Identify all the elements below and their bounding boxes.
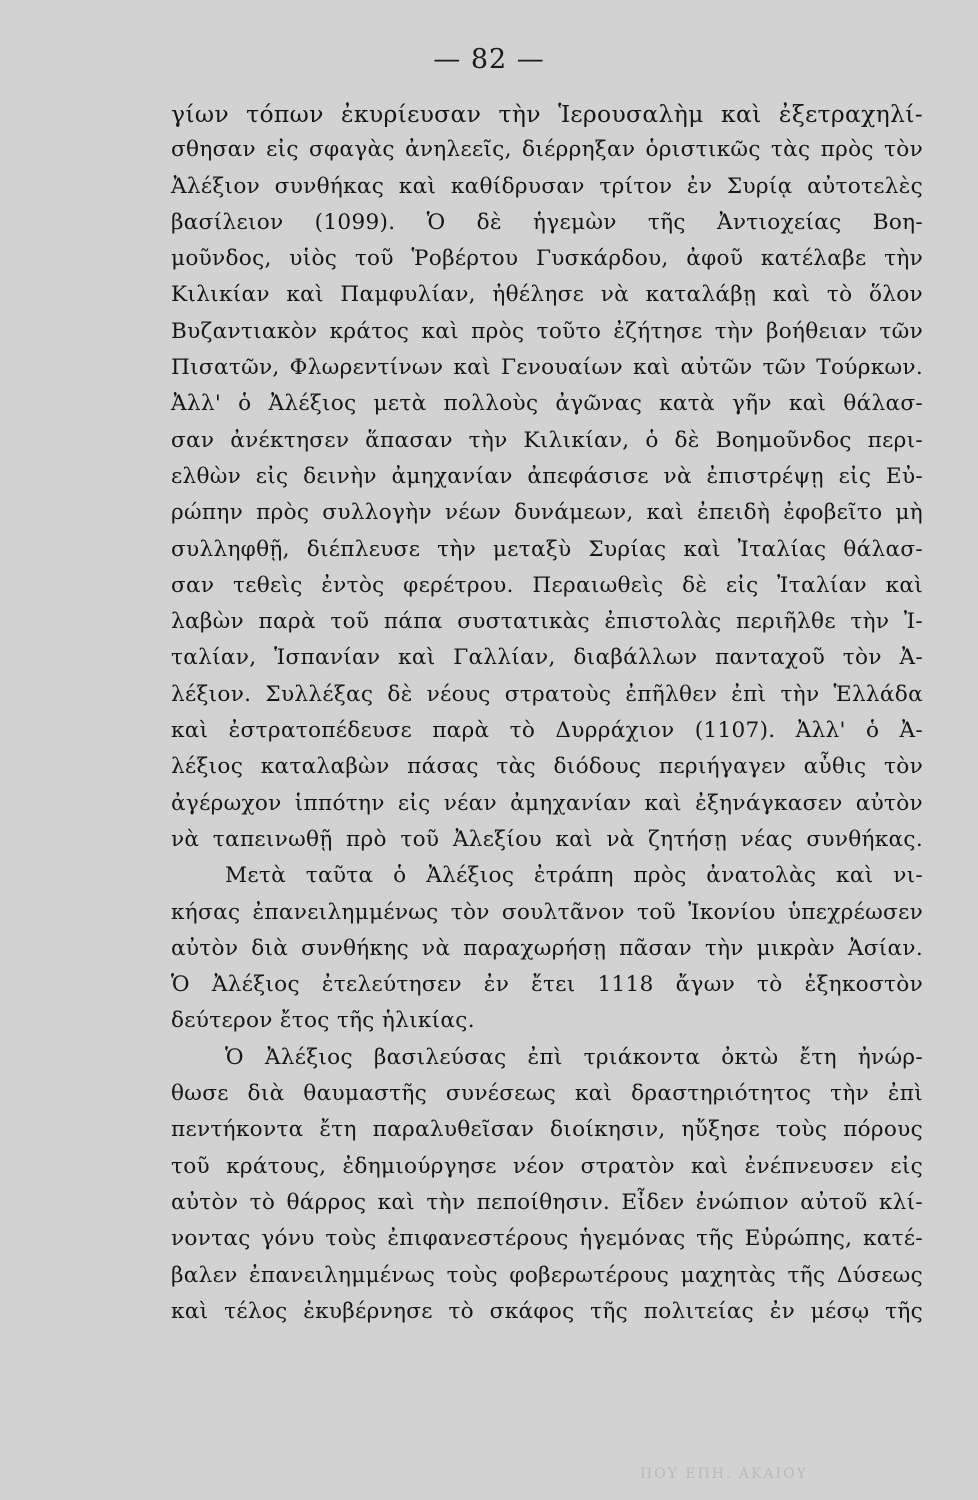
text-line: Μετὰ ταῦτα ὁ Ἀλέξιος ἐτράπη πρὸς ἀνατολὰς καὶ νι- — [225, 863, 923, 889]
text-line: κήσας ἐπανειλημμένως τὸν σουλτᾶνον τοῦ Ἰκονίου ὑπεχρέωσεν — [171, 899, 923, 925]
text-line: αὐτὸν τὸ θάρρος καὶ τὴν πεποίθησιν. Εἶδεν ἐνώπιον αὐτοῦ κλί- — [171, 1189, 923, 1215]
text-line: καὶ τέλος ἐκυβέρνησε τὸ σκάφος τῆς πολιτείας ἐν μέσῳ τῆς — [171, 1298, 923, 1324]
text-line: Ἀλλ' ὁ Ἀλέξιος μετὰ πολλοὺς ἀγῶνας κατὰ γῆν καὶ θάλασ- — [171, 391, 923, 417]
text-line: λέξιον. Συλλέξας δὲ νέους στρατοὺς ἐπῆλθεν ἐπὶ τὴν Ἑλλάδα — [171, 681, 923, 707]
text-line: λέξιος καταλαβὼν πάσας τὰς διόδους περιήγαγεν αὖθις τὸν — [171, 754, 923, 780]
text-line: ταλίαν, Ἱσπανίαν καὶ Γαλλίαν, διαβάλλων πανταχοῦ τὸν Ἀ- — [171, 645, 923, 671]
text-line: Ὁ Ἀλέξιος ἐτελεύτησεν ἐν ἔτει 1118 ἄγων τὸ ἑξηκοστὸν — [171, 972, 923, 998]
text-line: συλληφθῇ, διέπλευσε τὴν μεταξὺ Συρίας καὶ Ἰταλίας θάλασ- — [171, 536, 923, 562]
text-line: Κιλικίαν καὶ Παμφυλίαν, ἠθέλησε νὰ καταλάβῃ καὶ τὸ ὅλον — [171, 282, 923, 308]
text-line: τοῦ κράτους, ἐδημιούργησε νέον στρατὸν καὶ ἐνέπνευσεν εἰς — [171, 1153, 923, 1179]
text-line: ἀγέρωχον ἱππότην εἰς νέαν ἀμηχανίαν καὶ ἐξηνάγκασεν αὐτὸν — [171, 790, 923, 816]
text-line: καὶ ἐστρατοπέδευσε παρὰ τὸ Δυρράχιον (1107). Ἀλλ' ὁ Ἀ- — [171, 718, 923, 744]
text-line: σαν ἀνέκτησεν ἅπασαν τὴν Κιλικίαν, ὁ δὲ Βοημοῦνδος περι- — [171, 427, 923, 453]
text-line: μοῦνδος, υἱὸς τοῦ Ῥοβέρτου Γυσκάρδου, ἀφοῦ κατέλαβε τὴν — [171, 246, 923, 272]
text-line: θωσε διὰ θαυμαστῆς συνέσεως καὶ δραστηριότητος τὴν ἐπὶ — [171, 1081, 923, 1107]
text-line: δεύτερον ἔτος τῆς ἡλικίας. — [171, 1008, 475, 1034]
text-line: πεντήκοντα ἔτη παραλυθεῖσαν διοίκησιν, ηὔξησε τοὺς πόρους — [171, 1117, 923, 1143]
text-line: αὐτὸν διὰ συνθήκης νὰ παραχωρήσῃ πᾶσαν τὴν μικρὰν Ἀσίαν. — [171, 935, 923, 961]
text-line: Πισατῶν, Φλωρεντίνων καὶ Γενουαίων καὶ αὐτῶν τῶν Τούρκων. — [171, 355, 923, 381]
text-line: λαβὼν παρὰ τοῦ πάπα συστατικὰς ἐπιστολὰς περιῆλθε τὴν Ἰ- — [171, 609, 923, 635]
text-line: ρώπην πρὸς συλλογὴν νέων δυνάμεων, καὶ ἐπειδὴ ἐφοβεῖτο μὴ — [171, 500, 923, 526]
text-line: γίων τόπων ἐκυρίευσαν τὴν Ἱερουσαλὴμ καὶ ἐξετραχηλί- — [171, 100, 923, 128]
text-line: Ὁ Ἀλέξιος βασιλεύσας ἐπὶ τριάκοντα ὀκτὼ ἔτη ἠνώρ- — [225, 1044, 923, 1070]
text-line: βαλεν ἐπανειλημμένως τοὺς φοβερωτέρους μαχητὰς τῆς Δύσεως — [171, 1262, 923, 1288]
text-line: νὰ ταπεινωθῇ πρὸ τοῦ Ἀλεξίου καὶ νὰ ζητήσῃ νέας συνθήκας. — [171, 826, 923, 852]
show-through-text: ΠΟΥ ΕΠΗ. ΑΚΑΙΟΥ — [640, 1466, 808, 1482]
text-line: Ἀλέξιον συνθήκας καὶ καθίδρυσαν τρίτον ἐν Συρίᾳ αὐτοτελὲς — [171, 173, 923, 199]
text-line: βασίλειον (1099). Ὁ δὲ ἡγεμὼν τῆς Ἀντιοχείας Βοη- — [171, 209, 923, 235]
body-text — [171, 96, 923, 1330]
page-number: — 82 — — [433, 44, 545, 75]
text-line: νοντας γόνυ τοὺς ἐπιφανεστέρους ἡγεμόνας τῆς Εὐρώπης, κατέ- — [171, 1226, 923, 1252]
text-line: σαν τεθεὶς ἐντὸς φερέτρου. Περαιωθεὶς δὲ εἰς Ἰταλίαν καὶ — [171, 572, 923, 598]
text-line: σθησαν εἰς σφαγὰς ἀνηλεεῖς, διέρρηξαν ὁριστικῶς τὰς πρὸς τὸν — [171, 137, 923, 163]
text-line: Βυζαντιακὸν κράτος καὶ πρὸς τοῦτο ἐζήτησε τὴν βοήθειαν τῶν — [171, 318, 923, 344]
text-line: ελθὼν εἰς δεινὴν ἀμηχανίαν ἀπεφάσισε νὰ ἐπιστρέψῃ εἰς Εὐ- — [171, 463, 923, 489]
